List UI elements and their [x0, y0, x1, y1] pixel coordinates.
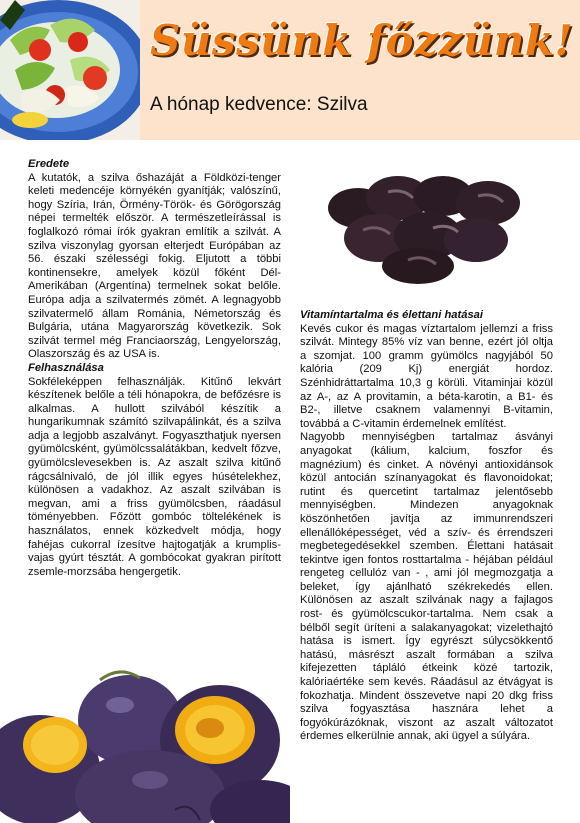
usage-heading: Felhasználása [28, 361, 104, 374]
nutrition-paragraph-1: Kevés cukor és magas víztartalom jellemzi a friss szilvát. Mintegy 85% víz van benne, ezért jól oltja a szomjat. 100 gramm gyümölcs nagyjából 50 kalória (209 Kj) energiát hordoz. Szénhidráttartalma 10,3 g körüli. Vitaminjai közül az A-, az A provitamin, a béta-karotin, a B1- és B2-, illetve csaknem valamennyi B-vitamin, továbbá a C-vitamin érdemelnek említést. [300, 322, 553, 430]
right-column [300, 309, 553, 744]
plums-photo [0, 660, 290, 823]
salad-photo [0, 0, 140, 140]
usage-text: Sokféleképpen felhasználják. Kitűnő lekvárt készítenek belőle a téli hónapokra, de befőzésre is alkalmas. A hullott szilvából készítik a hungarikumnak számító szilvapálinkát, és a szilva adja a legjobb aszalványt. Fogyaszthatjuk nyersen gyümölcsként, gyümölcssalátákban, kedvelt főzve, gyümölcslevesekben is. Az aszalt szilva kitűnő rágcsálnivaló, de jól illik egyes húsételekhez, különösen a vadakhoz. Az aszalt szilvában is megvan, ami a friss gyümölcsben, ráadásul töményebben. Főzött gombóc töltelékének is használatos, ennek közkedvelt módja, hogy fahéjas cukorral ízesítve hajtogatják a krumplis-vajas gyúrt tésztát. A gombócokat gyakran pirított zsemle-morzsába hengergetik. [28, 375, 281, 578]
left-column [28, 158, 281, 579]
origin-text: A kutatók, a szilva őshazáját a Földközi-tenger keleti medencéje környékén gyanítják; valószínű, hogy Szíria, Irán, Örmény-Török- és Görögország népei termelték először. A természetleírással is foglalkozó római írók gyakran említik a szilvát. A szilva viszonylag gyorsan elterjedt Európában az 56. északi szélességi fokig. Eljutott a többi kontinensekre, amelyek közül főként Dél-Amerikában (Argentína) termelnek sokat belőle. Európa adja a szilvatermés zömét. A legnagyobb szilvatermelő állam Románia, Németország és Bulgária, utána Magyarország következik. Sok szilvát termel még Franciaország, Lengyelország, Olaszország és az USA is. [28, 171, 281, 361]
page-subtitle: A hónap kedvence: Szilva [150, 94, 368, 115]
prunes-photo [318, 168, 532, 286]
nutrition-paragraph-2: Nagyobb mennyiségben tartalmaz ásványi anyagokat (kálium, kalcium, foszfor és magnézium) és cinket. A növényi antioxidánsok közül antocián színanyagokat és flavonoidokat; rutint és quercetint tartalmaz jelentősebb mennyiségben. Mindezen anyagoknak köszönhetően javítja az immunrendszeri ellenállóképességet, véd a szív- és érrendszeri megbetegedésekkel szemben. Élettani hatásait tekintve igen fontos rosttartalma - héjában például rengeteg cellulóz van - , ami jól megmozgatja a beleket, így ajánlható székrekedés ellen. Különösen az aszalt szilvának nagy a fajlagos rost- és gyümölcscukor-tartalma. Nem csak a bélből segít üríteni a salakanyagokat; vizelethajtó hatása is ismert. Így egyrészt súlycsökkentő hatású, másrészt aszalt formában a szilva kifejezetten tápláló étkeink közé tartozik, kalóriaértéke sem kevés. Ráadásul az étvágyat is fokozhatja. Mindent összevetve napi 20 dkg friss szilva fogyasztása hasznára lehet a fogyókúrázóknak, viszont az aszalt változatot érdemes elkerülnie annak, aki ügyel a súlyára. [300, 431, 553, 743]
origin-heading: Eredete [28, 158, 70, 170]
nutrition-heading: Vitamíntartalma és élettani hatásai [300, 309, 484, 321]
brand-title: Süssünk főzzünk! [150, 16, 574, 65]
